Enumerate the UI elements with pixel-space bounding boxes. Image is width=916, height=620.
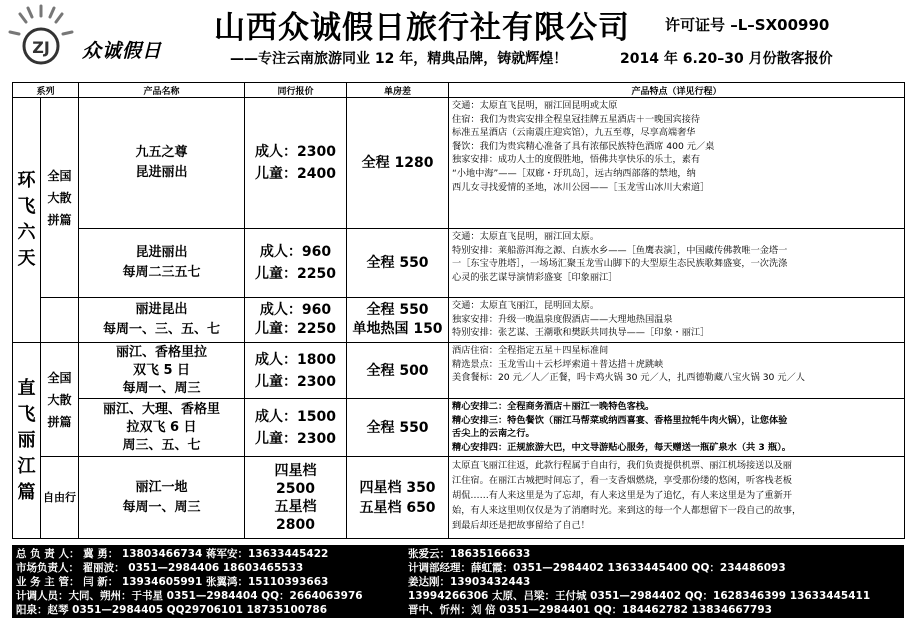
table-header-row — [13, 83, 905, 98]
price-tier-label: 四星档 — [274, 462, 317, 479]
footer-cell: 业 务 主 管： 闫 新： 13934605991 张翼鸿：15110393663 — [16, 576, 329, 588]
footer-cell: 市场负责人： 翟丽波： 0351—2984406 18603465533 — [16, 562, 304, 574]
feature-line: “小地中海”——［双廊・玗玑岛］，远古纳西部落的禁地，纳 — [452, 167, 696, 179]
subcategory-label: 全国大散拼篇 — [47, 168, 72, 227]
price-child: 儿童：2300 — [255, 430, 336, 447]
product-name-line: 双飞 5 日 — [132, 362, 191, 378]
price-tier-value: 2500 — [276, 480, 315, 497]
product-name-line: 丽江、香格里拉 — [116, 344, 208, 360]
supplement-line: 全程 500 — [366, 362, 429, 379]
feature-line: 交通：太原直飞昆明，丽江回太原。 — [452, 231, 600, 242]
feature-line: 酒店住宿：全程指定五星＋四星标准间 — [452, 345, 609, 356]
footer-cell: 计调人员：大同、朔州：于书星 0351—2984404 QQ：2664063976 — [16, 590, 363, 602]
table-row — [13, 343, 905, 399]
col-header-product: 产品名称 — [79, 83, 245, 98]
footer-cell: 计调部经理：薛虹霞：0351—2984402 13633445400 QQ：234486093 — [408, 562, 786, 574]
logo-mark: ZJ — [32, 38, 50, 57]
product-name-line: 每周一、三、五、七 — [103, 322, 221, 337]
product-features — [449, 229, 905, 298]
contact-footer — [12, 545, 904, 618]
category-label: 直飞丽江篇 — [17, 377, 36, 503]
product-price — [245, 98, 347, 229]
product-price — [245, 229, 347, 298]
product-price — [245, 298, 347, 343]
product-name-line: 拉双飞 6 日 — [126, 419, 197, 435]
price-tier-value: 2800 — [276, 516, 315, 533]
product-name — [79, 229, 245, 298]
footer-cell: 阳泉：赵琴 0351—2984405 QQ29706101 18735100786 — [16, 604, 327, 616]
product-features — [449, 98, 905, 229]
supplement-line: 五星档 650 — [359, 499, 436, 516]
product-name-line: 丽江一地 — [135, 479, 188, 495]
footer-cell: 13994266306 太原、吕梁：王付城 0351—2984402 QQ：1628346399 13633445411 — [408, 590, 871, 602]
supplement-line: 全程 550 — [366, 255, 429, 271]
feature-line: 精心安排四：正规旅游大巴，中文导游贴心服务，每天赠送一瓶矿泉水（共 3 瓶）。 — [452, 441, 791, 453]
feature-line: 交通：太原直飞丽江，昆明回太原。 — [452, 300, 600, 311]
subcategory-label: 全国大散拼篇 — [47, 370, 72, 429]
table-row — [13, 457, 905, 539]
header — [0, 0, 916, 82]
subcategory-free-travel — [41, 457, 79, 539]
feature-line: 住宿：我们为贵宾安排全程皇冠挂牌五星酒店＋一晚国宾接待 — [452, 113, 701, 125]
product-name — [79, 98, 245, 229]
price-child: 儿童：2250 — [255, 266, 336, 282]
product-name — [79, 343, 245, 399]
product-features — [449, 457, 905, 539]
table-row — [13, 298, 905, 343]
footer-cell: 总 负 责 人： 冀 勇： 13803466734 蒋军安：13633445422 — [16, 548, 329, 560]
single-supplement — [347, 343, 449, 399]
logo-text: 众诚假日 — [82, 40, 163, 62]
feature-line: 标准五星酒店（云南震庄迎宾馆），九五至尊，尽享高端奢华 — [452, 127, 696, 139]
feature-line: 精心安排二：全程商务酒店＋丽江一晚特色客栈。 — [452, 401, 655, 412]
col-header-single-supplement: 单房差 — [347, 83, 449, 98]
company-name: 山西众诚假日旅行社有限公司 — [214, 10, 630, 46]
product-name — [79, 457, 245, 539]
feature-line: 独家安排：升级一晚温泉度假酒店——大理地热国温泉 — [452, 313, 673, 325]
feature-line: 心灵的张艺谋导演情彩盛宴［印象丽江］ — [452, 271, 618, 283]
single-supplement — [347, 298, 449, 343]
table-row — [13, 98, 905, 229]
price-child: 儿童：2250 — [255, 321, 336, 337]
product-name-line: 昆进丽出 — [135, 165, 188, 180]
footer-cell: 晋中、忻州：刘 倍 0351—2984401 QQ：184462782 13834667793 — [408, 604, 772, 616]
product-price — [245, 399, 347, 457]
product-name-line: 丽进昆出 — [135, 302, 188, 317]
subcategory-label: 自由行 — [43, 490, 76, 504]
supplement-line: 四星档 350 — [359, 479, 436, 496]
product-features — [449, 343, 905, 399]
feature-line: 到最后却还是把故事留给了自己！ — [452, 520, 590, 531]
product-price — [245, 343, 347, 399]
feature-line: 精选景点：玉龙雪山＋云杉坪索道＋普达措＋虎跳峡 — [452, 358, 664, 370]
feature-line: 太原直飞丽江往返，此款行程属于自由行，我们负责提供机票、丽江机场接送以及丽 — [452, 460, 792, 471]
feature-line: 餐饮：我们为贵宾精心准备了具有浓郁民族特色酒席 400 元／桌 — [452, 140, 715, 152]
price-table — [12, 82, 905, 539]
col-header-series: 系列 — [13, 83, 79, 98]
price-adult: 成人：960 — [259, 302, 332, 318]
subcategory-dasanpin — [41, 98, 79, 298]
footer-cell: 姜达刚：13903432443 — [408, 576, 531, 588]
sun-logo-icon — [6, 2, 76, 68]
feature-line: 舌尖上的云南之行。 — [452, 428, 535, 440]
product-name-line: 九五之尊 — [135, 145, 188, 160]
subcategory-dasanpin — [41, 343, 79, 457]
col-header-price: 同行报价 — [245, 83, 347, 98]
category-huanfei — [13, 98, 41, 343]
supplement-line: 全程 550 — [366, 302, 429, 318]
single-supplement — [347, 457, 449, 539]
feature-line: 一［东宝寺胜塔］，一场场汇聚玉龙雪山脚下的大型原生态民族歌舞盛宴，一次洗涤 — [452, 258, 788, 270]
supplement-line: 全程 550 — [366, 419, 429, 436]
product-name-line: 每周一、周三 — [122, 499, 201, 515]
footer-cell: 张爱云：18635166633 — [408, 548, 531, 560]
subcategory-empty — [41, 298, 79, 343]
feature-line: 胡侃……有人来这里是为了忘却，有人来这里是为了追忆，有人来这里是为了重新开 — [452, 490, 792, 501]
feature-line: 交通：太原直飞昆明，丽江回昆明或太原 — [452, 100, 618, 111]
table-row — [13, 229, 905, 298]
category-label: 环飞六天 — [17, 170, 36, 269]
product-name — [79, 399, 245, 457]
product-name-line: 周三、五、七 — [122, 437, 201, 453]
category-zhifei-lijiang — [13, 343, 41, 539]
supplement-line: 单地热国 150 — [352, 321, 443, 337]
price-adult: 成人：1800 — [255, 351, 336, 368]
product-price — [245, 457, 347, 539]
product-name-line: 每周二三五七 — [122, 265, 201, 280]
feature-line: 特别安排：莱船游洱海之源、白族水乡——［鱼鹰表演］，中国藏传佛教唯一金塔一 — [452, 244, 788, 256]
price-tier-label: 五星档 — [274, 498, 317, 515]
price-child: 儿童：2300 — [255, 373, 336, 390]
table-row — [13, 399, 905, 457]
product-name — [79, 298, 245, 343]
price-adult: 成人：1500 — [255, 408, 336, 425]
license-number: 许可证号 –L–SX00990 — [665, 16, 830, 34]
feature-line: 西儿女寻找爱情的圣地，冰川公园——［玉龙雪山冰川大索道］ — [452, 181, 710, 193]
product-features — [449, 298, 905, 343]
feature-line: 特别安排：张艺谋、王潮歌和樊跃共同执导——［印象・丽江］ — [452, 327, 710, 339]
feature-line: 始，有人来这里则仅仅是为了消磨时光。来到这的每一个人都想留下一段自己的故事， — [452, 505, 802, 516]
feature-line: 独家安排：成功人士的度假胜地，悟佛共享快乐的乐土，素有 — [452, 154, 701, 166]
feature-line: 江住宿。在丽江古城把时间忘了，看一支香烟燃烧，享受那份缕的悠闲，听客栈老板 — [452, 475, 792, 486]
col-header-features: 产品特点（详见行程） — [449, 83, 905, 98]
product-features — [449, 399, 905, 457]
feature-line: 美食餐标：20 元／人／正餐，吗卡鸡火锅 30 元／人，扎西德勒藏八宝火锅 30 元／人 — [452, 372, 805, 384]
single-supplement — [347, 229, 449, 298]
price-adult: 成人：960 — [259, 244, 332, 260]
feature-line: 精心安排三：特色餐饮（丽江马帮菜或纳西喜宴、香格里拉牦牛肉火锅），让您体验 — [452, 414, 788, 426]
price-child: 儿童：2400 — [255, 166, 336, 182]
product-name-line: 每周一、周三 — [122, 380, 201, 396]
single-supplement — [347, 98, 449, 229]
single-supplement — [347, 399, 449, 457]
price-period: 2014 年 6.20–30 月份散客报价 — [620, 51, 833, 67]
slogan: ——专注云南旅游同业 12 年，精典品牌，铸就辉煌！ — [230, 51, 568, 67]
product-name-line: 昆进丽出 — [135, 245, 188, 260]
product-name-line: 丽江、大理、香格里 — [103, 401, 221, 417]
supplement-line: 全程 1280 — [361, 155, 434, 171]
price-adult: 成人：2300 — [255, 144, 336, 160]
